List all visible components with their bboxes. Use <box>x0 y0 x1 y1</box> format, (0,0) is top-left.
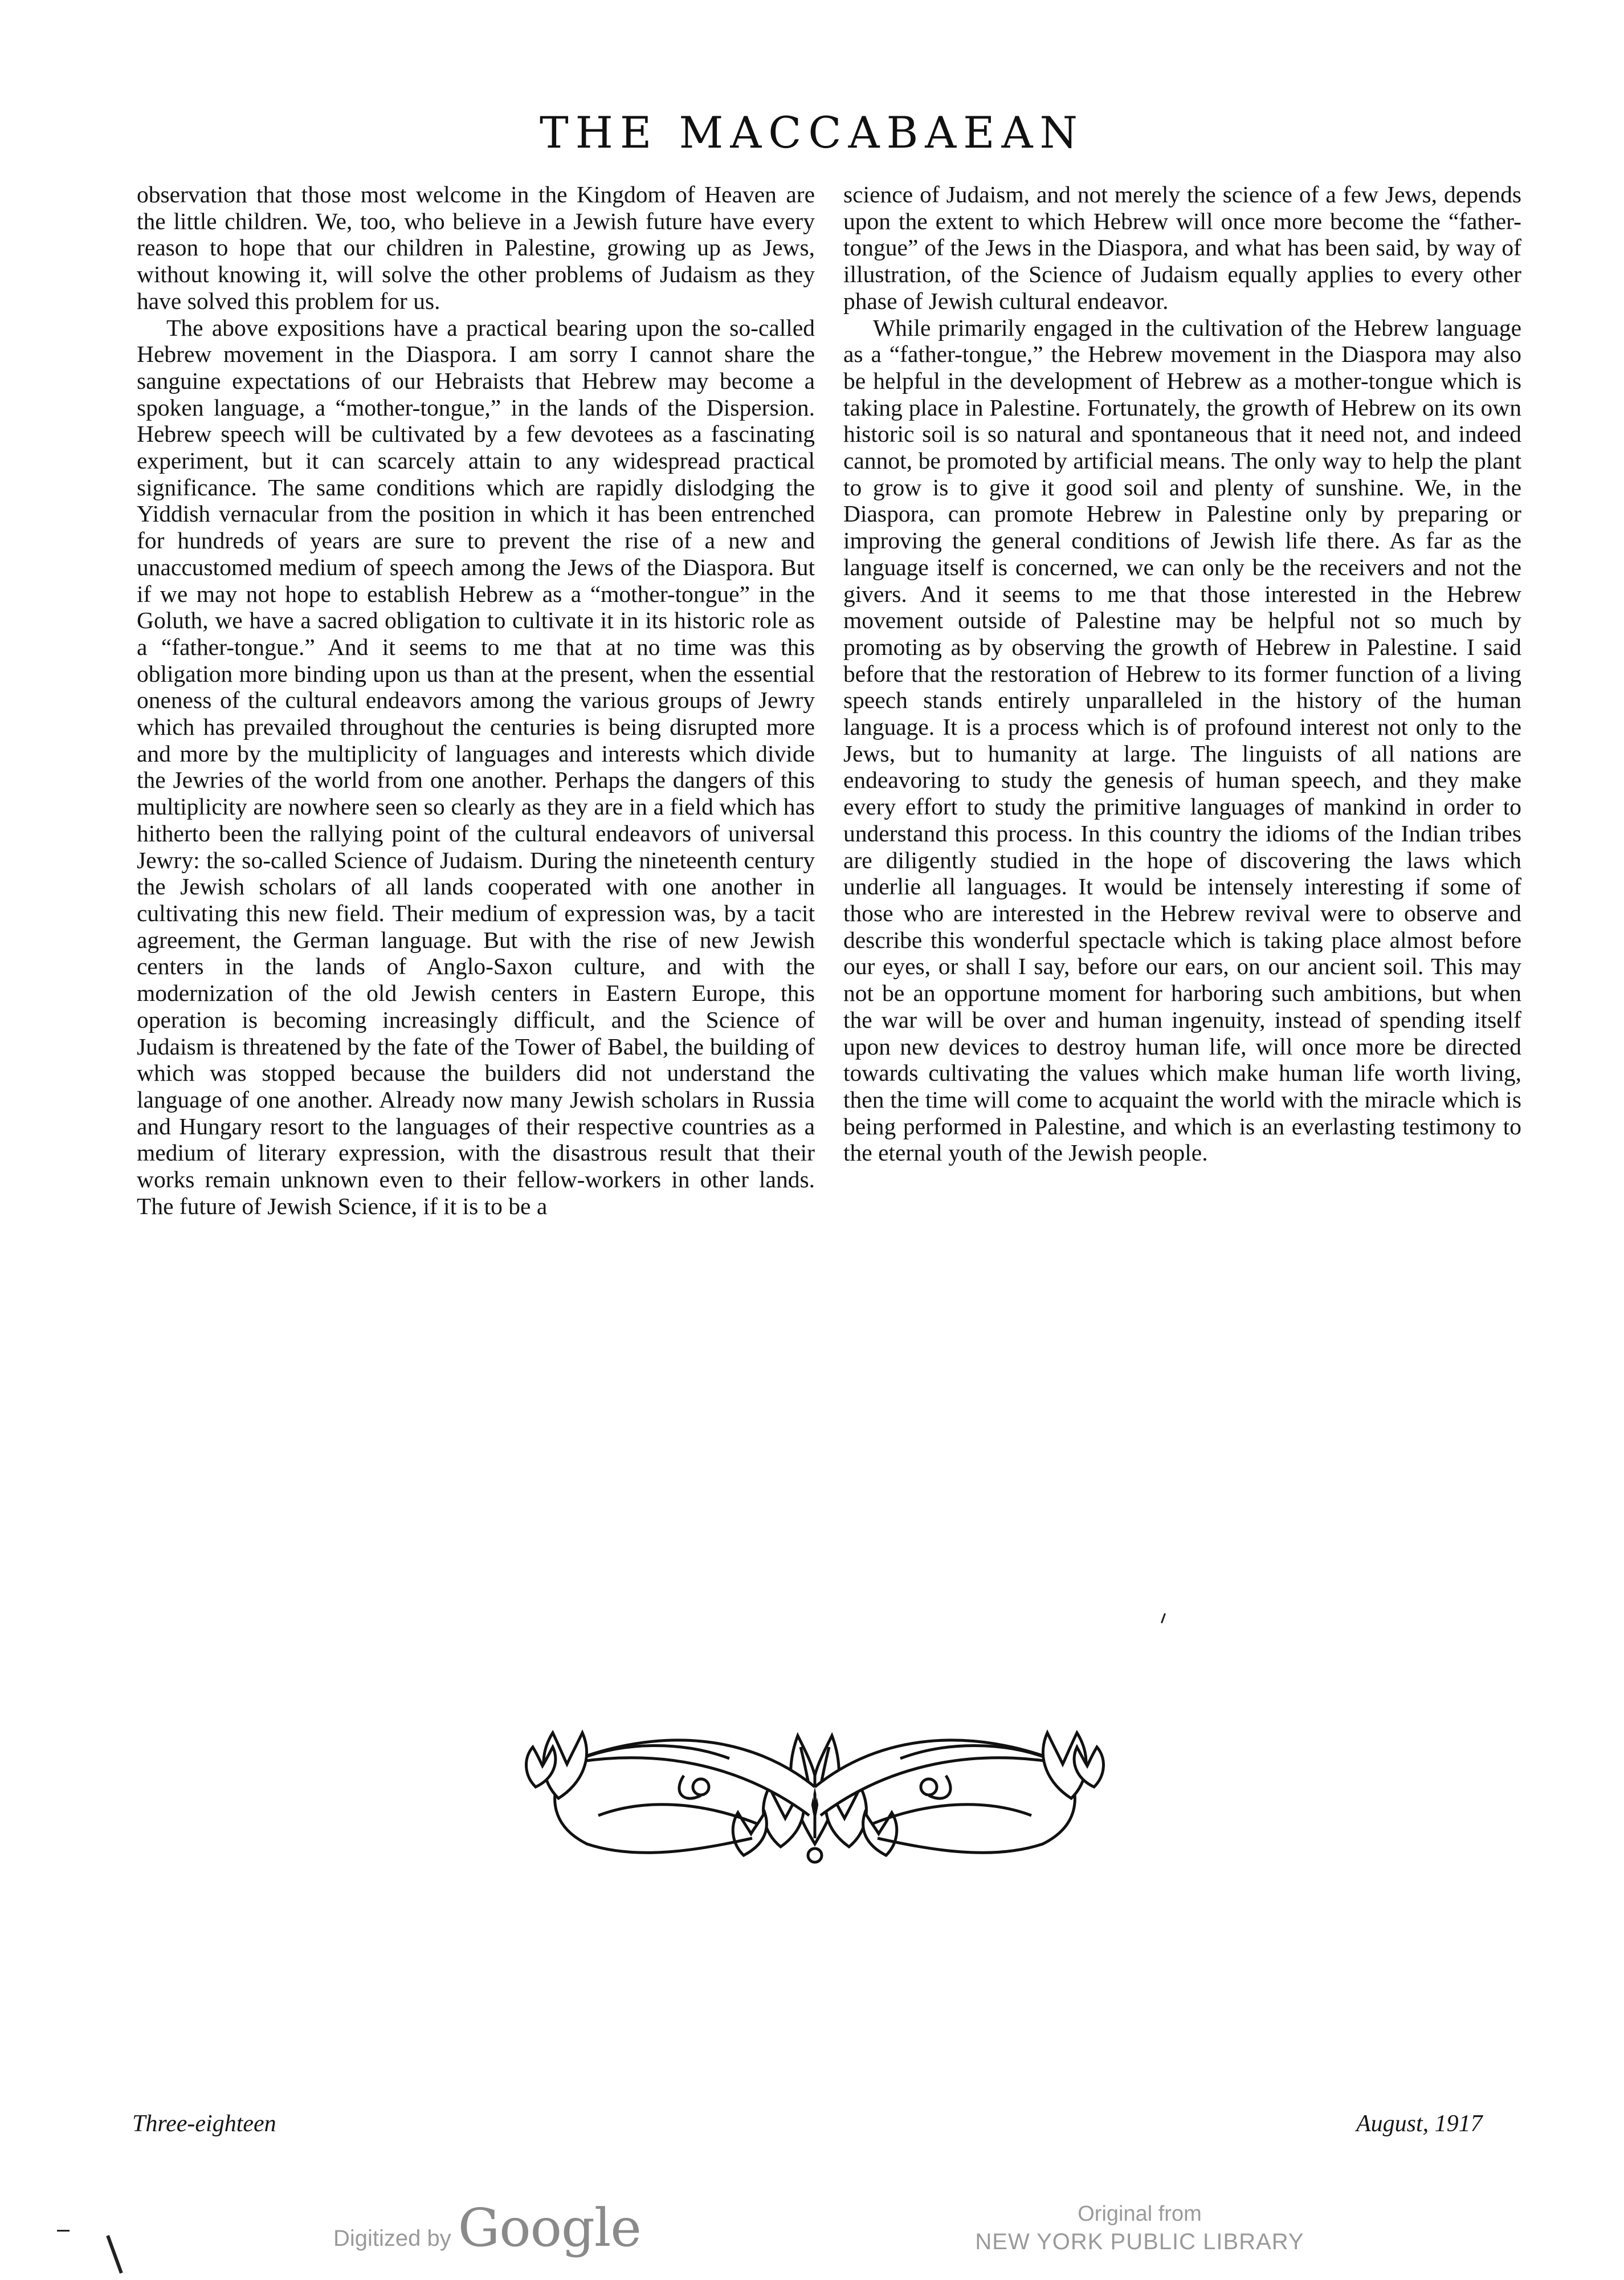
google-logo: Google <box>458 2197 641 2258</box>
paragraph: While primarily engaged in the cultivation of the Hebrew language as a “father-tongue,” the Hebrew movement in the Diaspora may also be helpful in the development of Hebrew as a mother-tongue which is taking place in Palestine. Fortunately, the growth of Hebrew on its own historic soil is so natural and spontaneous that it need not, and indeed cannot, be promoted by artificial means. The only way to help the plant to grow is to give it good soil and plenty of sunshine. We, in the Diaspora, can promote Hebrew in Palestine only by preparing or improving the general conditions of Jewish life there. As far as the language itself is concerned, we can only be the receivers and not the givers. And it seems to me that those interested in the Hebrew movement outside of Palestine may be helpful not so much by promoting as by observing the growth of Hebrew in Palestine. I said before that the restoration of Hebrew to its former function of a living speech stands entirely unparalleled in the history of the human language. It is a process which is of profound interest not only to the Jews, but to humanity at large. The linguists of all nations are endeavoring to study the genesis of human speech, and they make every effort to study the primitive languages of mankind in order to understand this process. In this country the idioms of the Indian tribes are diligently studied in the hope of discovering the laws which underlie all languages. It would be intensely interesting if some of those who are interested in the Hebrew revival were to observe and describe this wonderful spectacle which is taking place almost before our eyes, or shall I say, before our ears, on our ancient soil. This may not be an opportune moment for harboring such ambitions, but when the war will be over and human ingenuity, instead of spending itself upon new devices to destroy human life, will once more be directed towards cultivating the values which make human life worth living, then the time will come to acquaint the world with the miracle which is being performed in Palestine, and which is an everlasting testimony to the eternal youth of the Jewish people. <box>843 314 1521 1166</box>
floral-ornament-icon <box>513 1701 1117 1872</box>
article-column-left <box>137 181 815 1219</box>
scan-mark <box>57 2230 70 2232</box>
page-number: Three-eighteen <box>132 2111 276 2137</box>
paragraph: science of Judaism, and not merely the science of a few Jews, depends upon the extent to which Hebrew will once more become the “father-tongue” of the Jews in the Diaspora, and what has been said, by way of illustration, of the Science of Judaism equally applies to every other phase of Jewish cultural endeavor. <box>843 181 1521 314</box>
article-column-right <box>843 181 1521 1166</box>
paragraph: observation that those most welcome in the Kingdom of Heaven are the little children. We, too, who believe in a Jewish future have every reason to hope that our children in Palestine, growing up as Jews, without knowing it, will solve the other problems of Judaism as they have solved this problem for us. <box>137 181 815 314</box>
page-title: THE MACCABAEAN <box>539 107 1085 158</box>
original-from-label: Original from <box>1078 2202 1202 2226</box>
scan-mark <box>1161 1613 1166 1623</box>
paragraph: The above expositions have a practical bearing upon the so-called Hebrew movement in the Diaspora. I am sorry I cannot share the sanguine expectations of our Hebraists that Hebrew may become a spoken language, a “mother-tongue,” in the lands of the Dispersion. Hebrew speech will be cultivated by a few devotees as a fascinating experiment, but it can scarcely attain to any widespread practical significance. The same conditions which are rapidly dislodging the Yiddish vernacular from the position in which it has been entrenched for hundreds of years are sure to prevent the rise of a new and unaccustomed medium of speech among the Jews of the Diaspora. But if we may not hope to establish Hebrew as a “mother-tongue” in the Goluth, we have a sacred obligation to cultivate it in its historic role as a “father-tongue.” And it seems to me that at no time was this obligation more binding upon us than at the present, when the essential oneness of the cultural endeavors among the various groups of Jewry which has prevailed throughout the centuries is being disrupted more and more by the multiplicity of languages and interests which divide the Jewries of the world from one another. Perhaps the dangers of this multiplicity are nowhere seen so clearly as they are in a field which has hitherto been the rallying point of the cultural endeavors of universal Jewry: the so-called Science of Judaism. During the nineteenth century the Jewish scholars of all lands cooperated with one another in cultivating this new field. Their medium of expression was, by a tacit agreement, the German language. But with the rise of new Jewish centers in the lands of Anglo-Saxon culture, and with the modernization of the old Jewish centers in Eastern Europe, this operation is becoming increasingly difficult, and the Science of Judaism is threatened by the fate of the Tower of Babel, the building of which was stopped because the builders did not understand the language of one another. Already now many Jewish scholars in Russia and Hungary resort to the languages of their respective countries as a medium of literary expression, with the disastrous result that their works remain unknown even to their fellow-workers in other lands. The future of Jewish Science, if it is to be a <box>137 314 815 1219</box>
digitized-by-watermark <box>333 2197 641 2258</box>
issue-date: August, 1917 <box>1356 2111 1483 2137</box>
source-watermark <box>969 2200 1311 2256</box>
scan-mark <box>106 2235 123 2274</box>
library-name: NEW YORK PUBLIC LIBRARY <box>975 2229 1304 2254</box>
digitized-by-label: Digitized by <box>333 2226 451 2251</box>
